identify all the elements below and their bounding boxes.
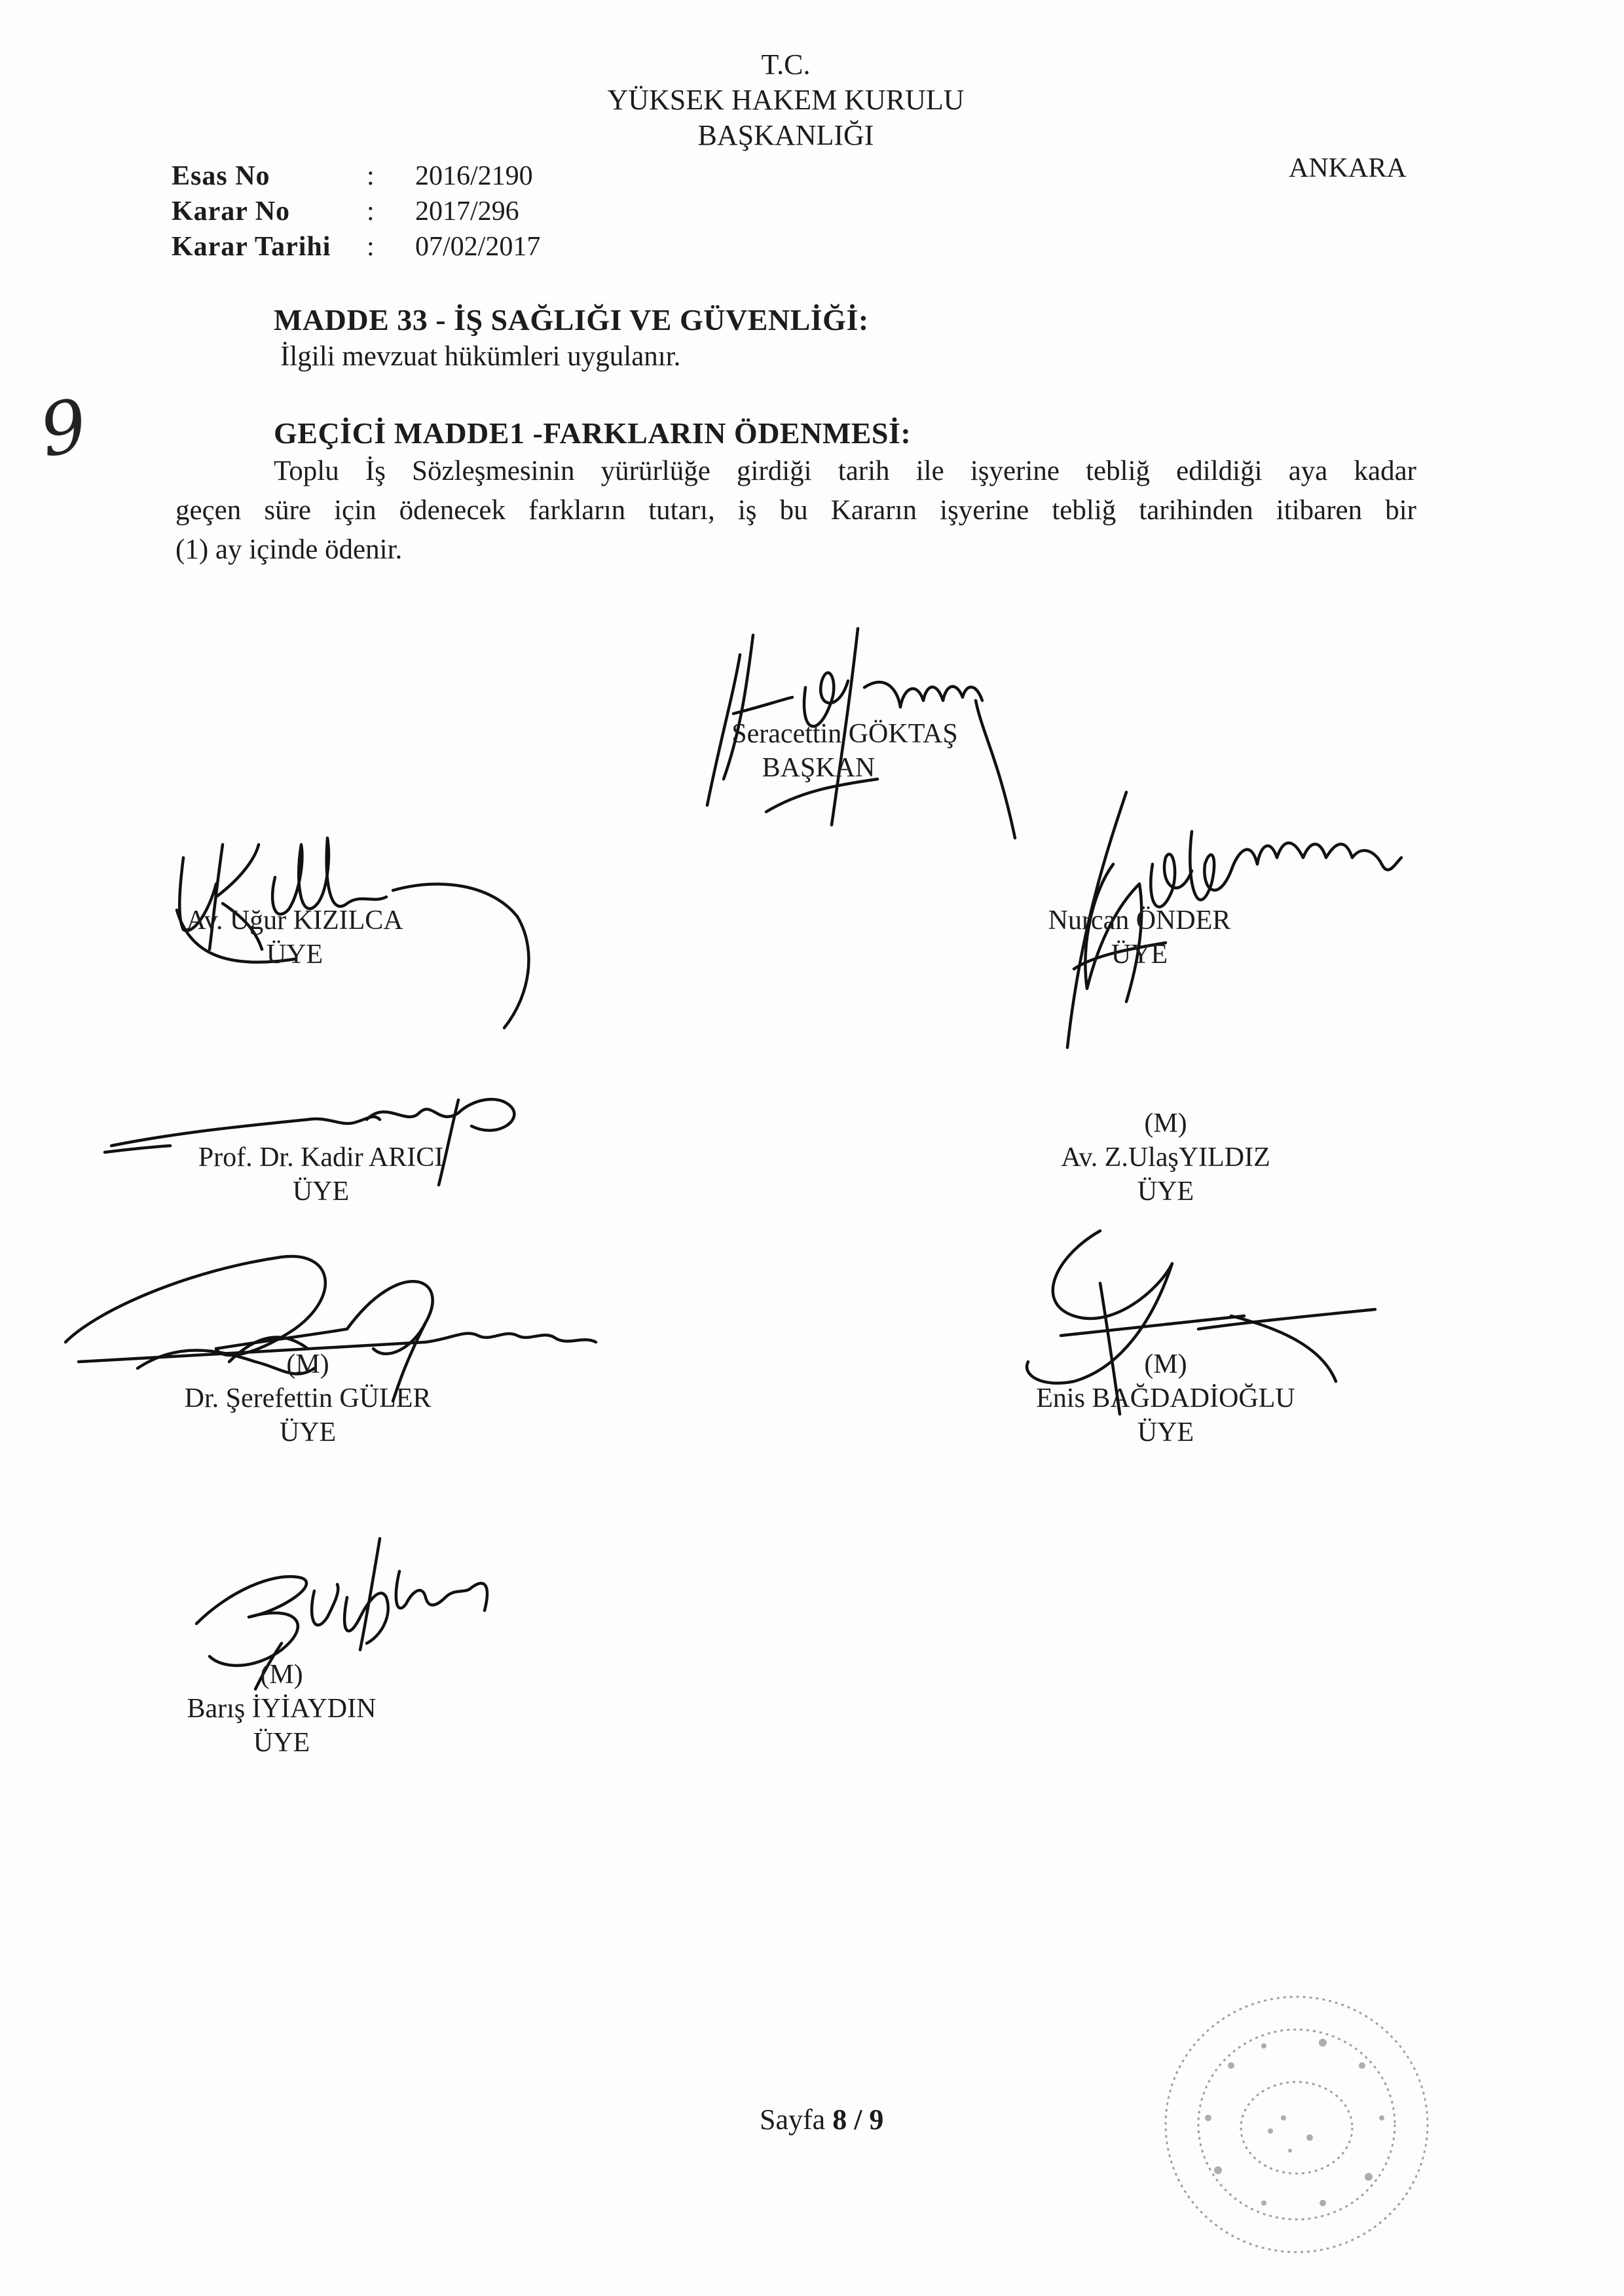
- baris-name: Barış İYİAYDIN: [187, 1694, 377, 1724]
- gecici-line2: geçen süre için ödenecek farkların tutarı, iş bu Kararın işyerine tebliğ tarihinden itibaren bir: [175, 495, 1416, 526]
- president-block: [674, 717, 1015, 785]
- enis-name: Enis BAĞDADİOĞLU: [1036, 1383, 1295, 1413]
- tarih-value: 07/02/2017: [415, 232, 541, 262]
- karar-row: [172, 194, 519, 229]
- enis-block: [1002, 1347, 1329, 1449]
- ugur-name: Av. Uğur KIZILCA: [186, 905, 403, 936]
- ulas-name: Av. Z.UlaşYILDIZ: [1061, 1142, 1270, 1173]
- baris-mark: (M): [260, 1660, 303, 1690]
- gecici-line1: Toplu İş Sözleşmesinin yürürlüğe girdiği tarih ile işyerine tebliğ edildiği aya kadar: [274, 456, 1416, 486]
- serefettin-mark: (M): [286, 1349, 329, 1379]
- nurcan-role: ÜYE: [1111, 939, 1168, 970]
- president-role: BAŞKAN: [762, 753, 876, 783]
- esas-colon: :: [367, 161, 375, 191]
- karar-colon: :: [367, 196, 375, 227]
- karar-value: 2017/296: [415, 196, 519, 227]
- page-prefix: Sayfa: [760, 2104, 833, 2136]
- gecici-paragraph: [175, 452, 1416, 570]
- madde33-text: İlgili mevzuat hükümleri uygulanır.: [280, 341, 681, 372]
- ugur-role: ÜYE: [266, 939, 323, 970]
- madde33-title: MADDE 33 - İŞ SAĞLIĞI VE GÜVENLİĞİ:: [274, 303, 869, 337]
- case-meta: [172, 158, 541, 264]
- karar-label: Karar No: [172, 196, 291, 227]
- ulas-mark: (M): [1144, 1108, 1187, 1139]
- president-name: Seracettin GÖKTAŞ: [731, 719, 958, 749]
- page-value: 8 / 9: [832, 2104, 884, 2136]
- tarih-label: Karar Tarihi: [172, 232, 331, 262]
- nurcan-block: [1022, 903, 1257, 972]
- enis-mark: (M): [1144, 1349, 1187, 1379]
- tarih-row: [172, 229, 541, 264]
- ugur-block: [151, 903, 439, 972]
- serefettin-name: Dr. Şerefettin GÜLER: [184, 1383, 432, 1413]
- esas-row: [172, 158, 533, 194]
- header-tc: T.C.: [761, 48, 811, 81]
- enis-role: ÜYE: [1137, 1417, 1194, 1448]
- serefettin-block: [151, 1347, 465, 1449]
- margin-note: [33, 383, 93, 473]
- document-header: [550, 47, 1022, 153]
- gecici-title: GEÇİCİ MADDE1 -FARKLARIN ÖDENMESİ:: [274, 416, 912, 450]
- nurcan-name: Nurcan ÖNDER: [1048, 905, 1231, 936]
- official-seal: [1153, 1987, 1441, 2262]
- header-department: BAŞKANLIĞI: [697, 119, 874, 151]
- esas-value: 2016/2190: [415, 161, 533, 191]
- page-number: [760, 2103, 883, 2136]
- ulas-block: [1022, 1106, 1310, 1209]
- esas-label: Esas No: [172, 161, 270, 191]
- margin-note-text: 9: [33, 382, 94, 474]
- baris-block: [157, 1658, 406, 1760]
- tarih-colon: :: [367, 232, 375, 262]
- serefettin-role: ÜYE: [279, 1417, 337, 1448]
- city-label: ANKARA: [1289, 153, 1407, 183]
- kadir-name: Prof. Dr. Kadir ARICI: [198, 1142, 444, 1173]
- ulas-role: ÜYE: [1137, 1176, 1194, 1207]
- gecici-line3: (1) ay içinde ödenir.: [175, 534, 403, 565]
- baris-role: ÜYE: [253, 1728, 310, 1758]
- header-institution: YÜKSEK HAKEM KURULU: [607, 84, 965, 116]
- kadir-role: ÜYE: [292, 1176, 350, 1207]
- kadir-block: [164, 1140, 478, 1209]
